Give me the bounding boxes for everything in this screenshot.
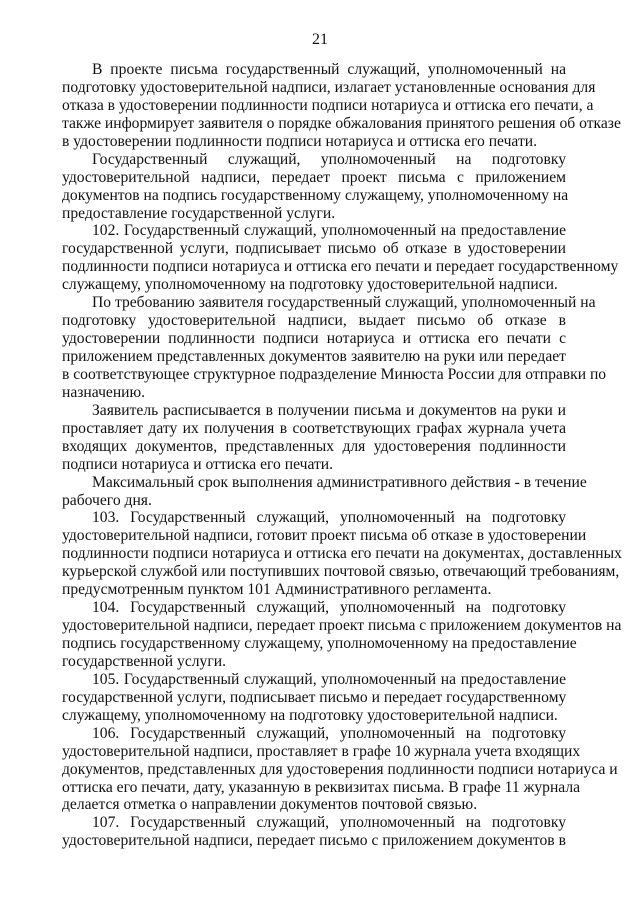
text-line: отказа в удостоверении подлинности подписи нотариуса и оттиска его печати, а bbox=[62, 96, 594, 114]
text-line: делается отметка о направлении документов почтовой связью. bbox=[62, 796, 478, 814]
text-line: Максимальный срок выполнения административного действия - в течение bbox=[92, 473, 587, 491]
text-line: удостоверении подлинности подписи нотариуса и оттиска его печати с bbox=[62, 330, 566, 348]
paragraph bbox=[62, 509, 622, 599]
text-line: в соответствующее структурное подразделение Минюста России для отправки по bbox=[62, 365, 607, 383]
text-line: удостоверительной надписи, передает письмо с приложением документов в bbox=[62, 832, 566, 850]
text-line: 105. Государственный служащий, уполномоченный на предоставление bbox=[92, 670, 566, 688]
text-line: государственной услуги. bbox=[62, 652, 226, 670]
text-line: также информирует заявителя о порядке обжалования принятого решения об отказе bbox=[62, 114, 621, 132]
text-line: курьерской службой или поступивших почтовой связью, отвечающий требованиям, bbox=[62, 563, 620, 581]
page-number: 21 bbox=[312, 31, 328, 48]
paragraph bbox=[62, 473, 587, 510]
text-line: подписи нотариуса и оттиска его печати. bbox=[62, 455, 334, 473]
text-line: назначению. bbox=[62, 383, 146, 401]
text-line: подпись государственному служащему, уполномоченному на предоставление bbox=[62, 635, 577, 652]
text-line: предусмотренным пунктом 101 Административного регламента. bbox=[62, 581, 492, 599]
text-line: входящих документов, представленных для удостоверения подлинности bbox=[62, 437, 566, 455]
paragraph bbox=[62, 599, 622, 671]
paragraph bbox=[62, 61, 621, 151]
text-line: оттиска его печати, дату, указанную в реквизитах письма. В графе 11 журнала bbox=[62, 778, 581, 796]
paragraph bbox=[62, 402, 566, 474]
text-line: удостоверительной надписи, проставляет в графе 10 журнала учета входящих bbox=[62, 742, 581, 760]
text-line: в удостоверении подлинности подписи нотариуса и оттиска его печати. bbox=[62, 132, 537, 150]
text-line: подготовку удостоверительной надписи, выдает письмо об отказе в bbox=[62, 312, 566, 330]
text-line: В проекте письма государственный служащий, уполномоченный на bbox=[92, 61, 566, 78]
text-line: 107. Государственный служащий, уполномоченный на подготовку bbox=[92, 814, 566, 832]
text-line: Государственный служащий, уполномоченный на подготовку bbox=[92, 150, 566, 168]
text-line: Заявитель расписывается в получении письма и документов на руки и bbox=[92, 401, 566, 419]
text-line: документов на подпись государственному служащему, уполномоченному на bbox=[62, 186, 569, 204]
text-line: удостоверительной надписи, передает проект письма с приложением bbox=[62, 168, 566, 186]
text-line: служащему, уполномоченному на подготовку удостоверительной надписи. bbox=[62, 706, 558, 724]
text-line: предоставление государственной услуги. bbox=[62, 204, 336, 222]
text-line: служащему, уполномоченному на подготовку удостоверительной надписи. bbox=[62, 276, 558, 294]
text-line: 102. Государственный служащий, уполномоченный на предоставление bbox=[92, 222, 566, 240]
text-line: 106. Государственный служащий, уполномоченный на подготовку bbox=[92, 724, 566, 742]
paragraph bbox=[62, 724, 618, 815]
text-line: 103. Государственный служащий, уполномоченный на подготовку bbox=[92, 509, 566, 527]
text-line: подлинности подписи нотариуса и оттиска его печати и передает государственному bbox=[62, 258, 619, 276]
document-body bbox=[62, 61, 622, 850]
paragraph bbox=[62, 150, 569, 223]
text-line: приложением представленных документов заявителю на руки или передает bbox=[62, 348, 566, 365]
paragraph bbox=[62, 671, 566, 725]
text-line: По требованию заявителя государственный служащий, уполномоченный на bbox=[92, 294, 596, 312]
paragraph bbox=[62, 222, 619, 294]
text-line: удостоверительной надписи, передает проект письма с приложением документов на bbox=[62, 617, 622, 635]
text-line: рабочего дня. bbox=[62, 491, 152, 509]
text-line: подлинности подписи нотариуса и оттиска его печати на документах, доставленных bbox=[62, 545, 622, 563]
text-line: удостоверительной надписи, готовит проект письма об отказе в удостоверении bbox=[62, 527, 587, 545]
text-line: проставляет дату их получения в соответствующих графах журнала учета bbox=[62, 419, 566, 437]
paragraph bbox=[62, 814, 566, 850]
text-line: 104. Государственный служащий, уполномоченный на подготовку bbox=[92, 599, 566, 617]
text-line: подготовку удостоверительной надписи, излагает установленные основания для bbox=[62, 78, 596, 96]
paragraph bbox=[62, 294, 607, 402]
text-line: документов, представленных для удостоверения подлинности подписи нотариуса и bbox=[62, 760, 618, 778]
text-line: государственной услуги, подписывает письмо об отказе в удостоверении bbox=[62, 240, 566, 258]
text-line: государственной услуги, подписывает письмо и передает государственному bbox=[62, 688, 567, 706]
